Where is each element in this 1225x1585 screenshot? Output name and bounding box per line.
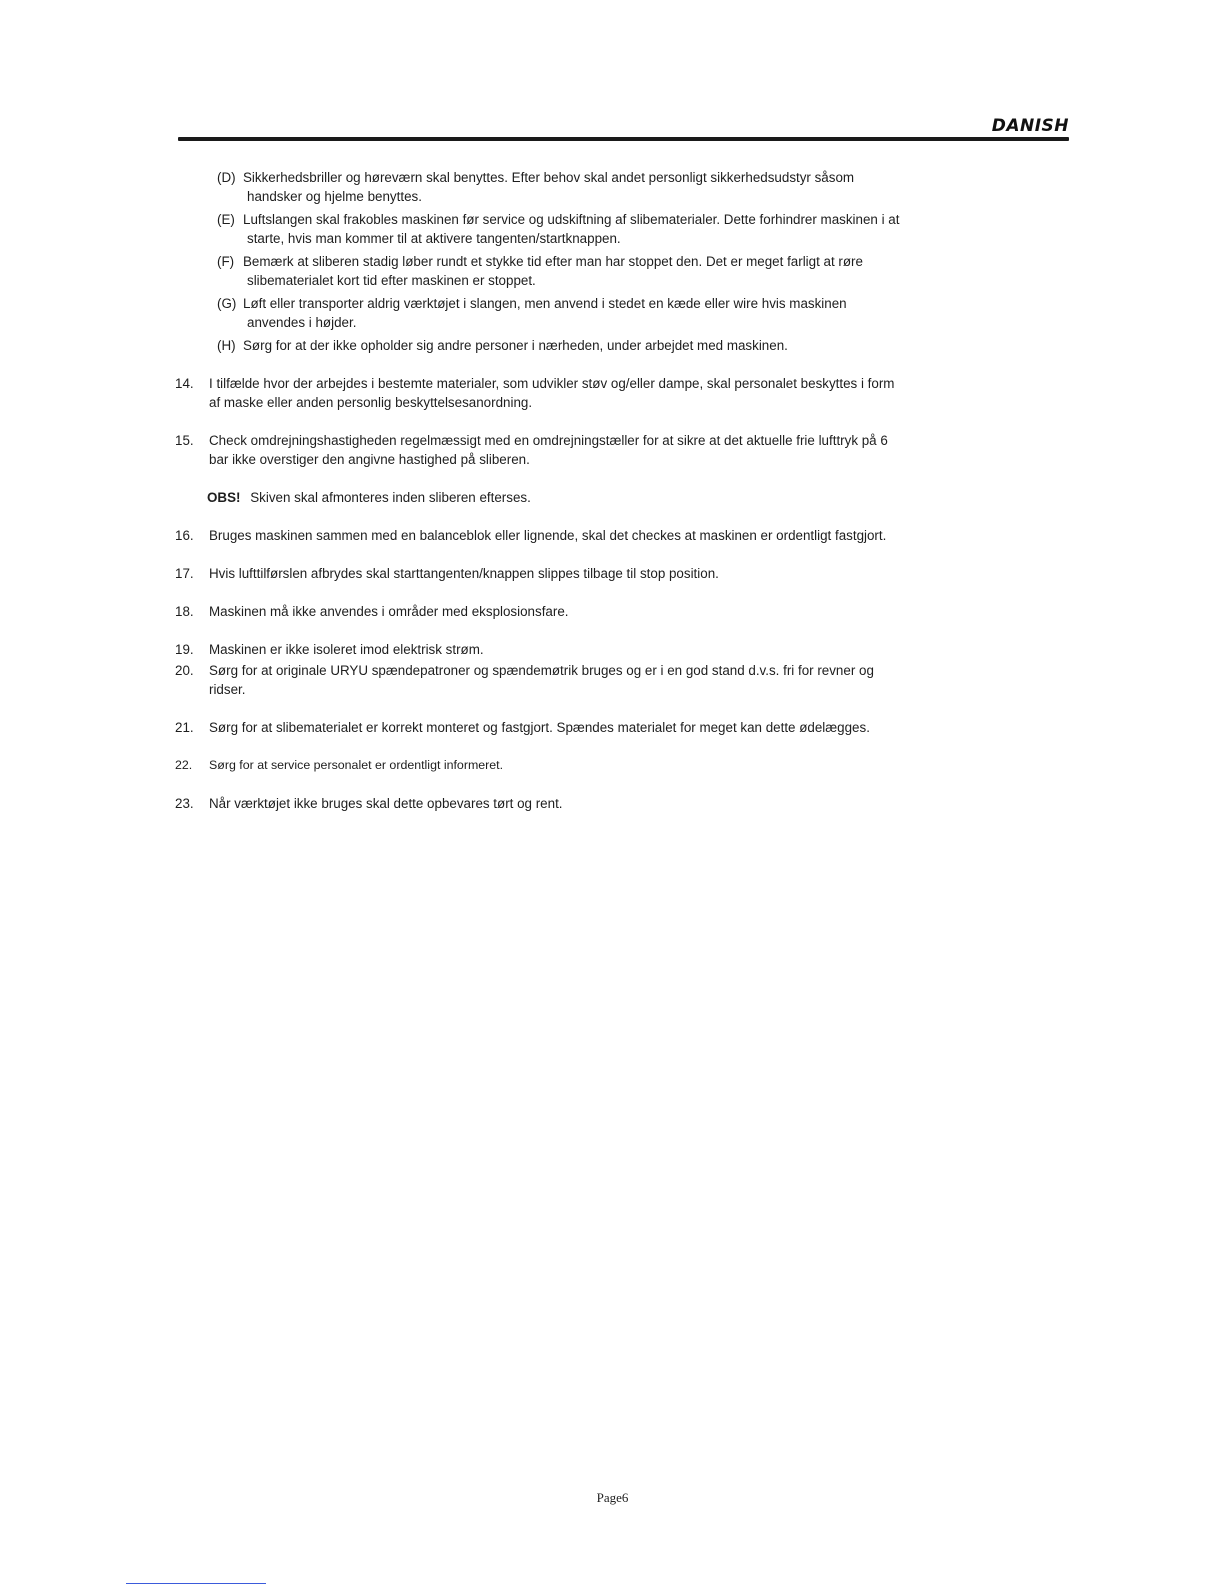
sub-item-text-line1: Løft eller transporter aldrig værktøjet i slangen, men anvend i stedet en kæde eller wire hvis maskinen <box>243 296 847 311</box>
sub-item-text-line1: Bemærk at sliberen stadig løber rundt et stykke tid efter man har stoppet den. Det er meget farligt at røre <box>243 254 863 269</box>
sub-item-text-line1: Sikkerhedsbriller og høreværn skal benyttes. Efter behov skal andet personligt sikkerhedsudstyr såsom <box>243 170 855 185</box>
item-22 <box>175 756 1065 775</box>
sub-item-d <box>217 168 1065 206</box>
item-text-line1: Sørg for at originale URYU spændepatroner og spændemøtrik bruges og er i en god stand d.v.s. fri for revner og <box>209 663 874 678</box>
sub-item-text-line2: handsker og hjelme benyttes. <box>247 189 422 204</box>
item-18 <box>175 602 1065 621</box>
sub-item-text-line2: slibematerialet kort tid efter maskinen er stoppet. <box>247 273 536 288</box>
item-number: 15. <box>175 433 194 448</box>
item-number: 14. <box>175 376 194 391</box>
sub-item-text-line2: anvendes i højder. <box>247 315 357 330</box>
sub-item-mark: (E) <box>217 212 235 227</box>
item-text-line2: af maske eller anden personlig beskyttelsesanordning. <box>209 395 533 410</box>
item-text-line1: Sørg for at slibematerialet er korrekt monteret og fastgjort. Spændes materialet for meget kan dette ødelægges. <box>209 720 870 735</box>
item-15 <box>175 431 1065 469</box>
item-number: 20. <box>175 663 194 678</box>
item-text-line1: Hvis lufttilførslen afbrydes skal starttangenten/knappen slippes tilbage til stop position. <box>209 566 719 581</box>
safety-instructions <box>175 168 1065 813</box>
item-23 <box>175 794 1065 813</box>
item-text-line1: I tilfælde hvor der arbejdes i bestemte materialer, som udvikler støv og/eller dampe, skal personalet beskyttes i form <box>209 376 895 391</box>
sub-item-h <box>217 336 1065 355</box>
item-number: 21. <box>175 720 194 735</box>
sub-item-mark: (H) <box>217 338 236 353</box>
sub-item-text-line2: starte, hvis man kommer til at aktivere tangenten/startknappen. <box>247 231 621 246</box>
item-number: 19. <box>175 642 194 657</box>
item-number: 17. <box>175 566 194 581</box>
item-text-line1: Check omdrejningshastigheden regelmæssigt med en omdrejningstæller for at sikre at det aktuelle frie lufttryk på 6 <box>209 433 888 448</box>
header-rule <box>178 137 1069 141</box>
item-text-line1: Bruges maskinen sammen med en balanceblok eller lignende, skal det checkes at maskinen er ordentligt fastgjort. <box>209 528 887 543</box>
item-16 <box>175 526 1065 545</box>
item-number: 22. <box>175 758 193 772</box>
item-20 <box>175 661 1065 699</box>
language-label: DANISH <box>991 116 1069 136</box>
sub-item-g <box>217 294 1065 332</box>
sub-item-text-line1: Luftslangen skal frakobles maskinen før service og udskiftning af slibematerialer. Dette forhindrer maskinen i at <box>243 212 900 227</box>
item-number: 23. <box>175 796 194 811</box>
item-text-line1: Maskinen må ikke anvendes i områder med eksplosionsfare. <box>209 604 569 619</box>
sub-item-mark: (G) <box>217 296 237 311</box>
sub-item-f <box>217 252 1065 290</box>
sub-item-e <box>217 210 1065 248</box>
footnote-rule <box>126 1583 266 1584</box>
item-21 <box>175 718 1065 737</box>
item-number: 18. <box>175 604 194 619</box>
obs-label: OBS! <box>207 490 241 505</box>
item-text-line2: ridser. <box>209 682 246 697</box>
item-19 <box>175 640 1065 659</box>
item-number: 16. <box>175 528 194 543</box>
item-17 <box>175 564 1065 583</box>
item-text-line1: Sørg for at service personalet er ordentligt informeret. <box>209 758 504 772</box>
item-14 <box>175 374 1065 412</box>
page-number: Page6 <box>596 1490 629 1505</box>
sub-item-text-line1: Sørg for at der ikke opholder sig andre personer i nærheden, under arbejdet med maskinen. <box>243 338 788 353</box>
sub-item-mark: (D) <box>217 170 236 185</box>
item-text-line1: Når værktøjet ikke bruges skal dette opbevares tørt og rent. <box>209 796 563 811</box>
item-text-line1: Maskinen er ikke isoleret imod elektrisk strøm. <box>209 642 484 657</box>
sub-item-mark: (F) <box>217 254 235 269</box>
obs-note <box>207 488 1065 507</box>
obs-text: Skiven skal afmonteres inden sliberen efterses. <box>250 490 531 505</box>
item-text-line2: bar ikke overstiger den angivne hastighed på sliberen. <box>209 452 530 467</box>
